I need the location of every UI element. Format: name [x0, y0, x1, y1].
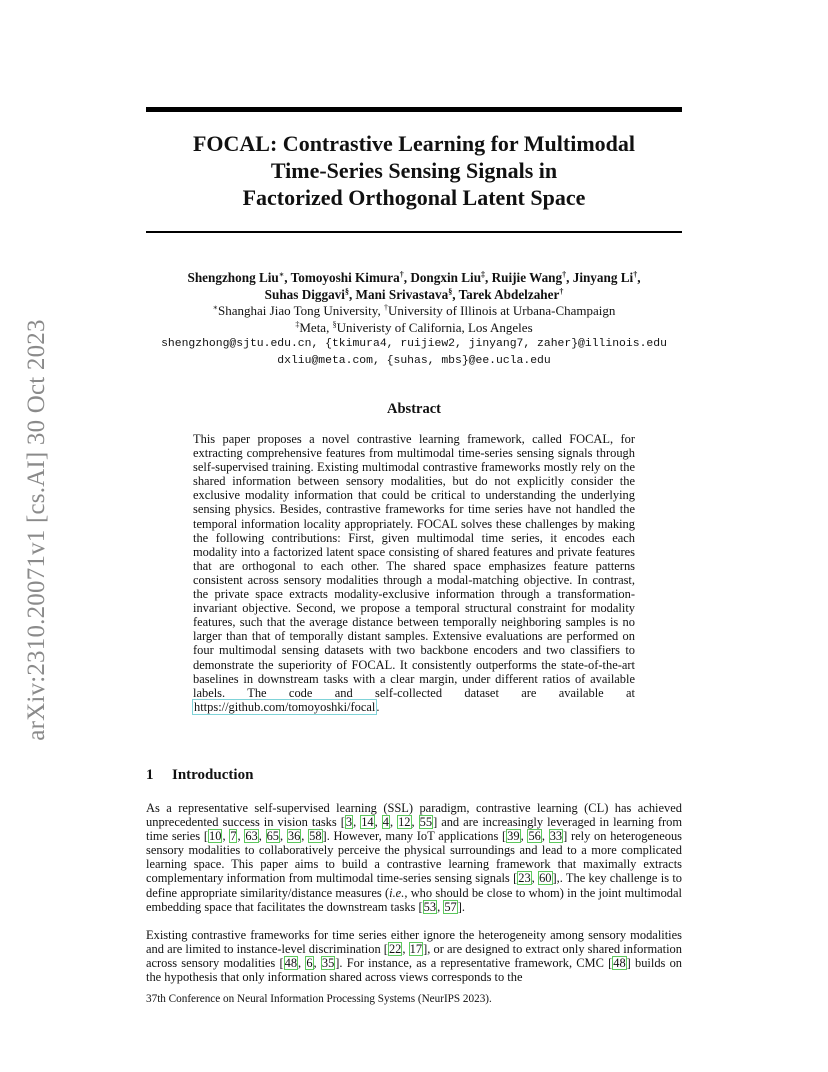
conference-footnote: 37th Conference on Neural Information Processing Systems (NeurIPS 2023).	[146, 993, 492, 1005]
author-mark: §	[448, 286, 453, 296]
citation-link[interactable]: 22	[388, 942, 402, 957]
email-line-2: dxliu@meta.com, {suhas, mbs}@ee.ucla.edu	[277, 354, 551, 367]
abstract-body	[193, 432, 635, 714]
affiliation-mark: †	[383, 303, 388, 312]
author-names-line-2: Suhas Diggavi§, Mani Srivastava§, Tarek Abdelzaher†	[264, 286, 564, 302]
author-mark: †	[399, 270, 404, 279]
author-mark: †	[559, 286, 564, 296]
citation-link[interactable]: 3	[345, 815, 353, 830]
citation-link[interactable]: 60	[539, 871, 552, 886]
section-heading-introduction	[146, 767, 253, 784]
citation-link[interactable]: 57	[444, 899, 457, 914]
affiliation: Univeristy of California, Los Angeles	[336, 319, 533, 335]
email-line-1: shengzhong@sjtu.edu.cn, {tkimura4, ruijiew2, jinyang7, zaher}@illinois.edu	[161, 338, 667, 350]
abstract-end: .	[376, 699, 380, 714]
affiliation-mark: ‡	[295, 319, 300, 329]
intro-paragraph-2: Existing contrastive frameworks for time series either ignore the heterogeneity among sensory modalities and are limited to instance-level discrimination [22, 17], or are designed to extract only shared information across sensory modalities [48, 6, 35]. For instance, as a representative framework, CMC [48] builds on the hypothesis that only information shared across views corresponds to the	[146, 928, 683, 985]
paragraph-text: As a representative self-supervised learning (SSL) paradigm, contrastive learning (CL) has achieved unprecedented success in vision tasks [	[146, 801, 682, 830]
author-mark: ∗	[278, 270, 285, 279]
author-name: Mani Srivastava	[355, 286, 449, 302]
affiliation: University of Illinois at Urbana-Champaign	[387, 303, 616, 318]
author-name: Tarek Abdelzaher	[458, 286, 560, 302]
title-line: FOCAL: Contrastive Learning for Multimodal	[192, 131, 635, 156]
citation-link[interactable]: 58	[309, 829, 322, 844]
paragraph-text: , who should be close to whom) in the joint multimodal embedding space that facilitates the downstream tasks [	[146, 885, 682, 914]
author-name: Jinyang Li	[572, 270, 634, 285]
citation-link[interactable]: 53	[423, 899, 437, 914]
citation-link[interactable]: 36	[287, 829, 301, 844]
code-link[interactable]: https://github.com/tomoyoshki/focal	[194, 699, 376, 714]
citation-link[interactable]: 48	[284, 956, 298, 971]
affiliation-line-2	[146, 320, 682, 337]
author-block	[146, 270, 682, 369]
title-top-rule	[146, 107, 682, 112]
paragraph-text: ],. The key challenge is to define appropriate similarity/distance measures (	[146, 871, 683, 900]
paragraph-text: ]. For instance, as a representative framework, CMC [	[335, 956, 613, 971]
citation-link[interactable]: 23	[518, 871, 531, 886]
author-name: Suhas Diggavi	[264, 286, 345, 302]
abstract-heading: Abstract	[387, 401, 441, 417]
citation-link[interactable]: 63	[245, 829, 258, 844]
citation-link[interactable]: 6	[306, 956, 313, 971]
paragraph-text: Existing contrastive frameworks for time series either ignore the heterogeneity among sensory modalities and are limited to instance-level discrimination [	[146, 928, 682, 957]
citation-link[interactable]: 10	[209, 829, 222, 844]
author-mark: ‡	[481, 270, 486, 279]
citation-link[interactable]: 35	[321, 956, 335, 971]
affiliation-mark: ∗	[212, 303, 219, 312]
citation-link[interactable]: 17	[409, 942, 423, 957]
affiliation: Shanghai Jiao Tong University,	[218, 303, 384, 318]
author-mark: †	[562, 270, 567, 279]
arxiv-id-label: arXiv:2310.20071v1 [cs.AI] 30 Oct 2023	[23, 319, 50, 741]
author-name: Shengzhong Liu	[187, 270, 279, 285]
author-mark: §	[344, 286, 349, 296]
paragraph-text: ] and are increasingly leveraged in learning from time series [	[146, 815, 683, 844]
section-title: Introduction	[172, 767, 254, 783]
citation-link[interactable]: 14	[361, 815, 374, 830]
title-bottom-rule	[146, 231, 682, 233]
paragraph-text: ] rely on heterogeneous sensory modalities to collaboratively perceive the physical surroundings and lead to a more complicated learning space. This paper aims to build a contrastive learning framework that maximally extracts complementary information from multimodal time-series sensing signals [	[146, 829, 683, 886]
title-line: Factorized Orthogonal Latent Space	[242, 185, 586, 210]
citation-link[interactable]: 48	[613, 956, 626, 971]
affiliation-mark: §	[332, 319, 337, 329]
author-mark: †	[633, 270, 638, 279]
citation-link[interactable]: 65	[266, 829, 280, 844]
author-name: Ruijie Wang	[491, 270, 563, 285]
intro-paragraph-1: As a representative self-supervised learning (SSL) paradigm, contrastive learning (CL) has achieved unprecedented success in vision tasks [3, 14, 4, 12, 55] and are increasingly leveraged in learning from time series [10, 7, 63, 65, 36, 58]. However, many IoT applications [39, 56, 33] rely on heterogeneous sensory modalities to collaboratively perceive the physical surroundings and lead to a more complicated learning space. This paper aims to build a contrastive learning framework that maximally extracts complementary information from multimodal time-series sensing signals [23, 60],. The key challenge is to define appropriate similarity/distance measures (i.e., who should be close to whom) in the joint multimodal embedding space that facilitates the downstream tasks [53, 57].	[146, 801, 683, 914]
title-line: Time-Series Sensing Signals in	[270, 158, 558, 183]
paragraph-text: ].	[457, 899, 466, 914]
paragraph-text: ], or are designed to extract only shared information across sensory modalities [	[146, 942, 682, 971]
affiliation: Meta,	[299, 319, 333, 335]
citation-link[interactable]: 56	[528, 829, 541, 844]
section-number: 1	[146, 767, 154, 783]
citation-link[interactable]: 7	[230, 829, 237, 844]
author-name: Tomoyoshi Kimura	[290, 270, 400, 285]
citation-link[interactable]: 33	[549, 829, 563, 844]
paper-title	[146, 130, 682, 211]
italic-text: i.e.	[389, 885, 405, 900]
paragraph-text: ] builds on the hypothesis that only information shared across views corresponds to the	[146, 956, 683, 985]
arxiv-stamp	[22, 295, 52, 765]
affiliation-line-1	[146, 303, 682, 320]
citation-link[interactable]: 4	[382, 815, 389, 830]
citation-link[interactable]: 55	[419, 815, 433, 830]
paragraph-text: ]. However, many IoT applications [	[322, 829, 507, 844]
citation-link[interactable]: 12	[398, 815, 411, 830]
author-names-line-1: Shengzhong Liu∗, Tomoyoshi Kimura†, Dongxin Liu‡, Ruijie Wang†, Jinyang Li†,	[187, 270, 641, 285]
author-name: Dongxin Liu	[410, 270, 482, 285]
citation-link[interactable]: 39	[507, 829, 520, 844]
abstract-text: This paper proposes a novel contrastive learning framework, called FOCAL, for extracting comprehensive features from multimodal time-series sensing signals through self-supervised training. Existing multimodal contrastive frameworks mostly rely on the shared information between sensory modalities, but do not explicitly consider the exclusive modality information that could be critical to understanding the underlying sensing physics. Besides, contrastive frameworks for time series have not handled the temporal information locality appropriately. FOCAL solves these challenges by making the following contributions: First, given multimodal time series, it encodes each modality into a factorized latent space consisting of shared features and private features that are orthogonal to each other. The shared space emphasizes feature patterns consistent across sensory modalities through a modal-matching objective. In contrast, the private space extracts modality-exclusive information through a transformation-invariant objective. Second, we propose a temporal structural constraint for modality features, such that the average distance between temporally neighboring samples is no larger than that of temporally distant samples. Extensive evaluations are performed on four multimodal sensing datasets with two backbone encoders and two classifiers to demonstrate the superiority of FOCAL. It consistently outperforms the state-of-the-art baselines in downstream tasks with a clear margin, under different ratios of available labels. The code and self-collected dataset are available at	[193, 432, 635, 700]
